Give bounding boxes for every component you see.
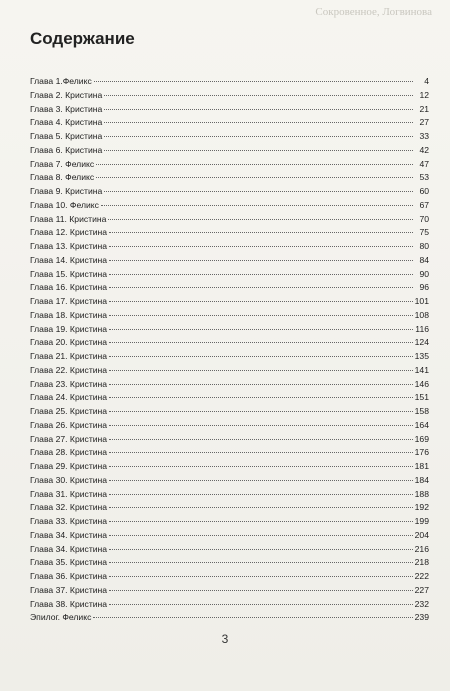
dot-leader [109, 279, 413, 288]
toc-entry-page: 96 [419, 282, 429, 293]
dot-leader [109, 582, 413, 591]
toc-entry-page: 33 [419, 131, 429, 141]
toc-entry-page: 222 [414, 571, 429, 581]
toc-entry-label: Глава 11. Кристина [30, 213, 107, 224]
toc-entry-label: Глава 29. Кристина [30, 461, 108, 471]
toc-entry-label: Глава 35. Кристина [30, 557, 108, 568]
toc-entry-label: Глава 2. Кристина [30, 89, 103, 100]
toc-entry-page: 47 [419, 158, 429, 169]
toc-entry-label: Глава 30. Кристина [30, 474, 108, 485]
toc-entry-page: 181 [414, 461, 429, 471]
dot-leader [109, 431, 413, 440]
toc-entry-page: 60 [419, 186, 429, 196]
toc-entry-page: 141 [414, 364, 429, 375]
toc-entry-label: Эпилог. Феликс [30, 612, 92, 623]
dot-leader [109, 499, 413, 508]
toc-entry-page: 151 [414, 392, 429, 403]
toc-entry-label: Глава 1.Феликс [30, 76, 92, 86]
toc-entry-page: 70 [419, 213, 429, 224]
toc-entry-label: Глава 21. Кристина [30, 351, 108, 361]
dot-leader [109, 376, 413, 385]
toc-entry-page: 27 [419, 117, 429, 128]
toc-entry-page: 90 [419, 268, 429, 279]
toc-entry-page: 12 [419, 89, 429, 100]
toc-entry-label: Глава 25. Кристина [30, 406, 108, 416]
dot-leader [109, 334, 413, 343]
dot-leader [109, 238, 413, 247]
dot-leader [109, 293, 413, 302]
toc-entry-page: 42 [419, 144, 429, 155]
toc-entry-page: 67 [419, 199, 429, 210]
dot-leader [108, 211, 413, 220]
toc-entry-label: Глава 15. Кристина [30, 268, 108, 279]
toc-entry-label: Глава 4. Кристина [30, 117, 103, 128]
toc-entry-label: Глава 14. Кристина [30, 254, 108, 265]
dot-leader [109, 362, 413, 371]
dot-leader [109, 458, 413, 467]
dot-leader [93, 609, 412, 618]
dot-leader [109, 444, 413, 453]
toc-entry-page: 124 [414, 337, 429, 348]
toc-entry-page: 75 [419, 227, 429, 238]
dot-leader [109, 252, 413, 261]
toc-entry-page: 84 [419, 254, 429, 265]
dot-leader [104, 101, 413, 110]
toc-entry-label: Глава 28. Кристина [30, 447, 108, 458]
toc-entry-label: Глава 9. Кристина [30, 186, 103, 196]
dot-leader [109, 266, 413, 275]
dot-leader [109, 486, 413, 495]
page-title: Содержание [30, 29, 135, 48]
toc-entry-label: Глава 3. Кристина [30, 103, 103, 114]
toc-entry-label: Глава 10. Феликс [30, 199, 99, 210]
dot-leader [109, 348, 413, 357]
toc-entry-label: Глава 37. Кристина [30, 584, 108, 595]
toc-entry-label: Глава 18. Кристина [30, 309, 108, 320]
toc-entry-page: 188 [414, 488, 429, 499]
toc-entry-page: 80 [419, 241, 429, 251]
toc-entry-label: Глава 20. Кристина [30, 337, 108, 348]
dot-leader [109, 596, 413, 605]
toc-entry-label: Глава 17. Кристина [30, 296, 108, 306]
dot-leader [104, 142, 413, 151]
dot-leader [109, 472, 413, 481]
toc-entry-label: Глава 27. Кристина [30, 433, 108, 444]
toc-entry-page: 184 [414, 474, 429, 485]
toc-entry-label: Глава 23. Кристина [30, 378, 108, 389]
toc-entry-page: 232 [414, 598, 429, 609]
toc-entry-label: Глава 19. Кристина [30, 323, 108, 334]
toc-entry-label: Глава 7. Феликс [30, 158, 95, 169]
toc-entry-page: 164 [414, 419, 429, 430]
dot-leader [109, 224, 413, 233]
toc-entry-page: 101 [414, 296, 429, 306]
dot-leader [104, 87, 413, 96]
dot-leader [109, 513, 413, 522]
toc-entry-page: 176 [414, 447, 429, 458]
toc-entry-page: 146 [414, 378, 429, 389]
toc-entry-page: 116 [415, 323, 429, 334]
dot-leader [104, 183, 413, 192]
toc-entry-label: Глава 26. Кристина [30, 419, 108, 430]
dot-leader [109, 417, 413, 426]
toc-entry-label: Глава 16. Кристина [30, 282, 108, 293]
toc-entry-page: 199 [414, 516, 429, 526]
toc-entry-label: Глава 13. Кристина [30, 241, 108, 251]
toc-entry-label: Глава 34. Кристина [30, 543, 108, 554]
dot-leader [104, 114, 413, 123]
dot-leader [109, 403, 413, 412]
dot-leader [109, 307, 413, 316]
dot-leader [94, 73, 413, 82]
toc-entry-label: Глава 31. Кристина [30, 488, 108, 499]
toc-entry-page: 135 [414, 351, 429, 361]
dot-leader [96, 156, 413, 165]
toc-entry-label: Глава 34. Кристина [30, 529, 108, 540]
toc-entry-page: 227 [414, 584, 429, 595]
dot-leader [109, 527, 413, 536]
toc-entry-label: Глава 32. Кристина [30, 502, 108, 513]
dot-leader [109, 389, 413, 398]
toc-entry-label: Глава 5. Кристина [30, 131, 103, 141]
toc-entry-label: Глава 38. Кристина [30, 598, 108, 609]
toc-entry-page: 169 [414, 433, 429, 444]
dot-leader [96, 169, 413, 178]
dot-leader [109, 568, 413, 577]
dot-leader [101, 197, 413, 206]
toc-entry-page: 21 [419, 103, 429, 114]
toc-entry-page: 204 [414, 529, 429, 540]
toc-entry-page: 218 [414, 557, 429, 568]
dot-leader [109, 321, 413, 330]
toc-entry-page: 53 [419, 172, 429, 183]
toc-entry-label: Глава 24. Кристина [30, 392, 108, 403]
toc-entry-page: 239 [414, 612, 429, 623]
dot-leader [109, 554, 413, 563]
toc-entry-page: 108 [414, 309, 429, 320]
table-of-contents [30, 75, 429, 625]
toc-entry-label: Глава 6. Кристина [30, 144, 103, 155]
toc-entry-page: 158 [414, 406, 429, 416]
toc-entry-label: Глава 12. Кристина [30, 227, 108, 238]
running-header: Сокровенное, Логвинова [315, 6, 432, 18]
dot-leader [109, 541, 413, 550]
toc-entry-label: Глава 8. Феликс [30, 172, 95, 183]
toc-entry-label: Глава 33. Кристина [30, 516, 108, 526]
toc-entry [30, 611, 429, 625]
toc-entry-label: Глава 22. Кристина [30, 364, 108, 375]
toc-entry-page: 192 [414, 502, 429, 513]
page-number: 3 [221, 632, 229, 646]
toc-entry-page: 216 [414, 543, 429, 554]
toc-entry-page: 4 [424, 76, 429, 86]
toc-entry-label: Глава 36. Кристина [30, 571, 108, 581]
dot-leader [104, 128, 413, 137]
